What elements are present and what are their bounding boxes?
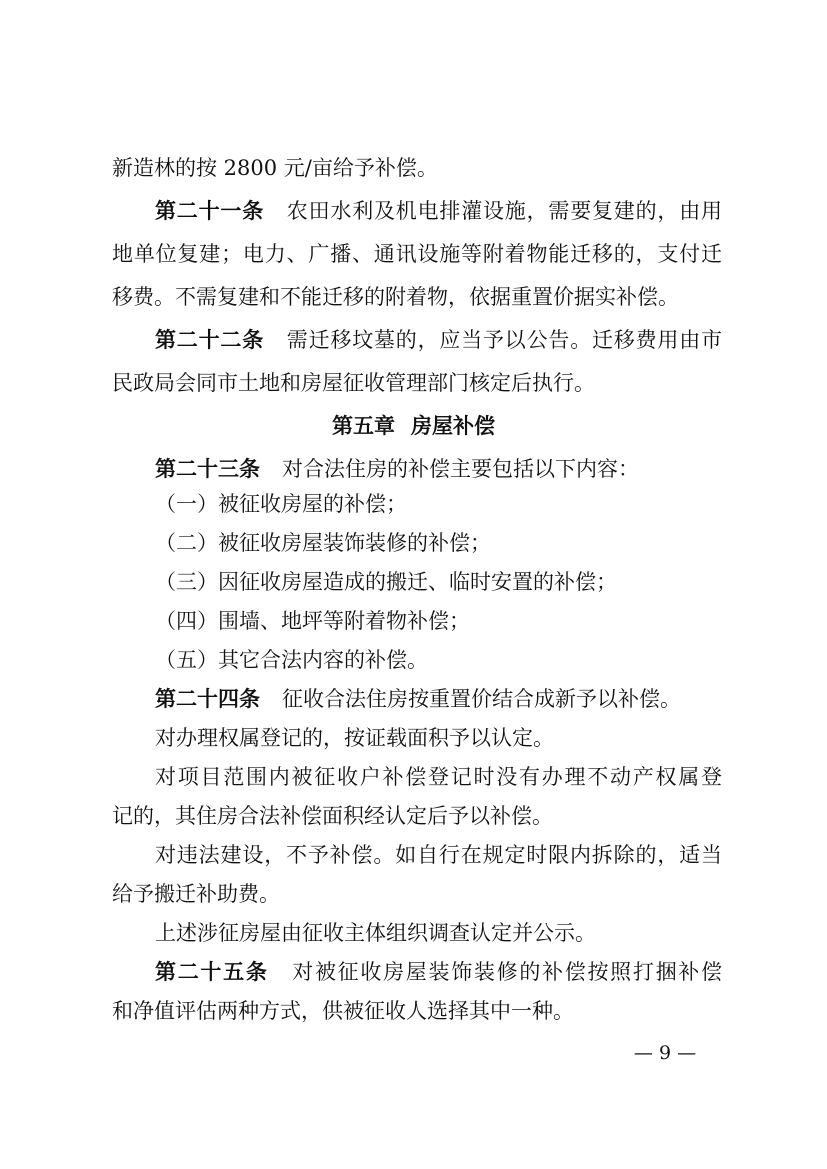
list-item: （一）被征收房屋的补偿； bbox=[155, 492, 407, 516]
article-21-line bbox=[155, 197, 722, 225]
page-number: — 9 — bbox=[633, 1042, 697, 1064]
article-24-text: 征收合法住房按重置价结合成新予以补偿。 bbox=[282, 687, 681, 711]
paragraph-line: 民政局会同市土地和房屋征收管理部门核定后执行。 bbox=[112, 371, 595, 395]
article-23-line bbox=[155, 455, 722, 483]
article-25-line bbox=[155, 958, 722, 986]
chapter-title: 房屋补偿 bbox=[411, 414, 495, 438]
article-22-text: 需迁移坟墓的，应当予以公告。迁移费用由市 bbox=[286, 328, 722, 352]
chapter-heading bbox=[0, 412, 827, 440]
article-24-line bbox=[155, 685, 722, 713]
paragraph-line: 记的，其住房合法补偿面积经认定后予以补偿。 bbox=[112, 804, 553, 828]
paragraph-line: 对项目范围内被征收户补偿登记时没有办理不动产权属登 bbox=[155, 765, 722, 789]
article-23-text: 对合法住房的补偿主要包括以下内容： bbox=[282, 457, 639, 481]
article-24-heading: 第二十四条 bbox=[155, 687, 260, 711]
list-item: （四）围墙、地坪等附着物补偿； bbox=[155, 609, 470, 633]
list-item: （五）其它合法内容的补偿。 bbox=[155, 648, 428, 672]
paragraph-line: 上述涉征房屋由征收主体组织调查认定并公示。 bbox=[155, 921, 596, 945]
chapter-number: 第五章 bbox=[332, 414, 395, 438]
paragraph-line: 对违法建设，不予补偿。如自行在规定时限内拆除的，适当 bbox=[155, 843, 722, 867]
paragraph-line: 对办理权属登记的，按证载面积予以认定。 bbox=[155, 726, 554, 750]
article-25-heading: 第二十五条 bbox=[155, 960, 269, 984]
article-21-text: 农田水利及机电排灌设施，需要复建的，由用 bbox=[286, 199, 722, 223]
paragraph-line: 给予搬迁补助费。 bbox=[112, 882, 280, 906]
article-21-heading: 第二十一条 bbox=[155, 199, 264, 223]
article-22-heading: 第二十二条 bbox=[155, 328, 264, 352]
article-23-heading: 第二十三条 bbox=[155, 457, 260, 481]
article-25-text: 对被征收房屋装饰装修的补偿按照打捆补偿 bbox=[290, 960, 723, 984]
list-item: （二）被征收房屋装饰装修的补偿； bbox=[155, 531, 491, 555]
paragraph-line: 和净值评估两种方式，供被征收人选择其中一种。 bbox=[112, 999, 574, 1023]
paragraph-line: 移费。不需复建和不能迁移的附着物，依据重置价据实补偿。 bbox=[112, 285, 679, 309]
list-item: （三）因征收房屋造成的搬迁、临时安置的补偿； bbox=[155, 570, 617, 594]
paragraph-line: 新造林的按 2800 元/亩给予补偿。 bbox=[112, 156, 438, 180]
article-22-line bbox=[155, 326, 722, 354]
paragraph-line: 地单位复建；电力、广播、通讯设施等附着物能迁移的，支付迁 bbox=[112, 242, 722, 266]
